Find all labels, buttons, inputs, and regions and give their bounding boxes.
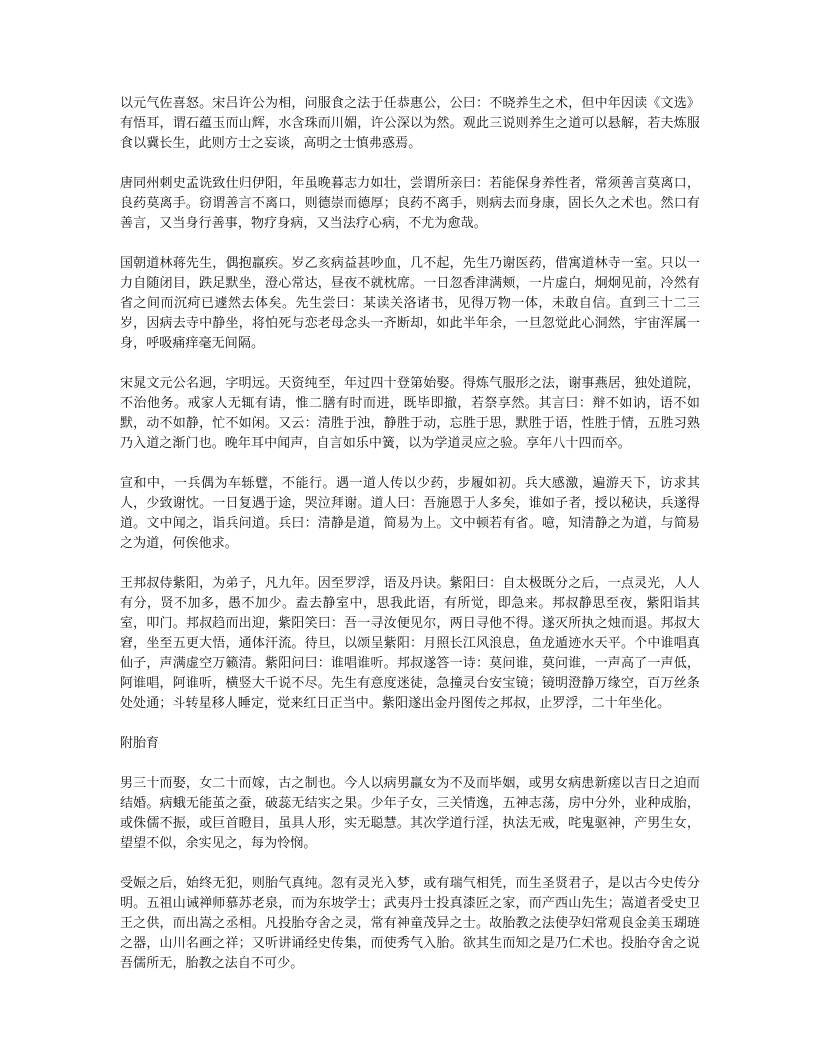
paragraph-prenatal-education: 受娠之后，始终无犯，则胎气真纯。忽有灵光入梦，或有瑞气相凭，而生圣贤君子，是以古今史传分明。五祖山诫禅师慕苏老泉，而为东坡学士；武夷丹士投真漆匠之家，而产西山先生；嵩道者受史卫王之供，而出嵩之丞相。凡投胎夺舍之灵，常有神童茂异之士。故胎教之法使孕妇常观良金美玉瑚琏之器，山川名画之祥；又听讲诵经史传集，而使秀气入胎。欲其生而知之是乃仁术也。投胎夺舍之说吾儒所无，胎教之法自不可少。 xyxy=(120,876,700,971)
document-page xyxy=(120,94,700,994)
paragraph-wang-bangshu: 王邦叔侍紫阳，为弟子，凡九年。因至罗浮，语及丹诀。紫阳曰：自太极既分之后，一点灵光，人人有分，贤不加多，愚不加少。盍去静室中，思我此语，有所觉，即急来。邦叔静思至夜，紫阳诣其室，叩门。邦叔趋而出迎，紫阳笑曰：吾一寻汝便见尔，两日寻他不得。遂灭所执之烛而退。邦叔大窘，坐至五更大悟，通体汗流。待旦，以颂呈紫阳：月照长江风浪息，鱼龙遁迹水天平。个中谁唱真仙子，声满虚空万籁清。紫阳问曰：谁唱谁听。邦叔遂答一诗：莫问谁，莫问谁，一声高了一声低，阿谁唱，阿谁听，横竖大千说不尽。先生有意度迷徒，急撞灵台安宝镜；镜明澄静万缘空，百万丝条处处通；斗转星移人睡定，觉来红日正当中。紫阳遂出金丹图传之邦叔，止罗浮，二十年坐化。 xyxy=(120,576,700,711)
paragraph-meng-shen: 唐同州刺史孟诜致仕归伊阳，年虽晚暮志力如壮，尝谓所亲曰：若能保身养性者，常须善言莫离口，良药莫离手。窃谓善言不离口，则德崇而德厚；良药不离手，则病去而身康，固长久之术也。然口有善言，又当身行善事，物疗身病，又当法疗心病，不尤为愈哉。 xyxy=(120,176,700,231)
paragraph-qi-emotions: 以元气佐喜怒。宋吕许公为相，问服食之法于任恭惠公，公曰：不晓养生之术，但中年因读《文选》有悟耳，谓石蕴玉而山辉，水含珠而川媚，许公深以为然。观此三说则养生之道可以悬解，若夫炼服食以冀长生，此则方士之妄谈，高明之士慎弗惑焉。 xyxy=(120,96,700,151)
paragraph-marriage-age: 男三十而娶，女二十而嫁，古之制也。今人以病男羸女为不及而毕姻，或男女病患新瘥以吉日之迫而结婚。病蛾无能茧之蚕，破蕊无结实之果。少年子女，三关情逸，五神志荡，房中分外，业种成胎，或侏儒不振，或巨首瞪目，虽具人形，实无聪慧。其次学道行淫，执法无戒，咤鬼驱神，产男生女，望望不似，余实见之，每为怜悯。 xyxy=(120,776,700,851)
paragraph-chao-wenyuan: 宋晁文元公名迥，字明远。天资纯至，年过四十登第始娶。得炼气服形之法，谢事燕居，独处道院，不治他务。戒家人无辄有请，惟二膳有时而进，既毕即撤，若祭享然。其言曰：辩不如讷，语不如默，动不如静，忙不如闲。又云：清胜于浊，静胜于动，忘胜于思，默胜于语，性胜于情，五胜习熟乃入道之渐门也。晚年耳中闻声，自言如乐中簧，以为学道灵应之验。享年八十四而卒。 xyxy=(120,376,700,451)
section-heading: 附胎育 xyxy=(120,736,160,751)
paragraph-jiang-daolin: 国朝道林蒋先生，偶抱羸疾。岁乙亥病益甚吵血，几不起，先生乃谢医药，借寓道林寺一室。只以一力自随闭目，跌足默坐，澄心常达，昼夜不就枕席。一日忽香津满颊，一片虚白，炯炯见前，冷然有省之间而沉疴已遽然去体矣。先生尝曰：某读关洛诸书，见得万物一体，未敢自信。直到三十二三岁，因病去寺中静坐，将怕死与恋老母念头一齐断却，如此半年余，一旦忽觉此心洞然，宇宙浑属一身，呼吸痛痒毫无间隔。 xyxy=(120,256,700,351)
paragraph-xuanhe-soldier: 宣和中，一兵偶为车轹躄，不能行。遇一道人传以少药，步履如初。兵大感激，遍游天下，访求其人，少致谢忱。一日复遇于途，哭泣拜谢。道人曰：吾施恩于人多矣，谁如子者，授以秘诀，兵遂得道。文中闻之，诣兵问道。兵曰：清静是道，简易为上。文中顿若有省。噫，知清静之为道，与简易之为道，何俟他求。 xyxy=(120,476,700,551)
